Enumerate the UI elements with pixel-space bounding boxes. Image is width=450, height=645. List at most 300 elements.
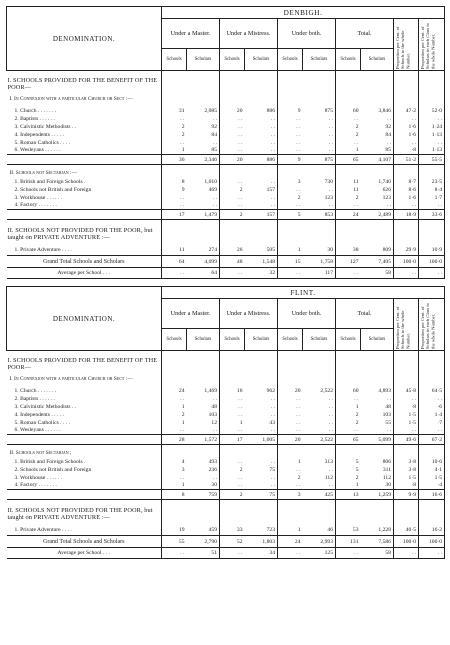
value-cell: ·6: [419, 403, 445, 411]
empty-cell: [245, 92, 278, 107]
scholars-header: Scholars: [187, 49, 220, 71]
value-cell: 1: [297, 247, 301, 254]
nonsect-row: [7, 466, 445, 474]
value-cell: 38: [352, 247, 359, 254]
row-label: [7, 210, 162, 220]
value-cell: 58: [361, 548, 394, 559]
value-cell: . .: [180, 550, 185, 556]
schools-header: Schools: [278, 329, 303, 351]
group-header: Total.: [336, 19, 394, 49]
value-cell: 2: [355, 474, 359, 481]
row-label: I. In Connexion with a particular Church or Sect :—: [7, 372, 162, 387]
empty-cell: [419, 223, 445, 246]
value-cell: . .: [245, 474, 278, 482]
value-cell: . .: [245, 139, 278, 147]
value-cell: . .: [238, 139, 243, 146]
value-cell: . .: [296, 186, 301, 193]
value-cell: 51: [187, 548, 220, 559]
connexion-row: [7, 139, 445, 147]
value-cell: 5: [278, 210, 303, 220]
average-row: [7, 548, 445, 559]
empty-cell: [394, 372, 419, 387]
value-cell: 157: [245, 210, 278, 220]
row-label: 2. Baptists . . . . . .: [7, 115, 162, 123]
empty-cell: [361, 76, 394, 92]
average-row: [7, 268, 445, 279]
value-cell: . .: [354, 550, 359, 556]
empty-cell: [394, 449, 419, 458]
value-cell: . .: [354, 395, 359, 402]
value-cell: 48: [361, 403, 394, 411]
value-cell: . .: [238, 403, 243, 410]
connexion-row: [7, 427, 445, 435]
value-cell: 8: [181, 178, 185, 185]
schools-header: Schools: [162, 49, 187, 71]
value-cell: 123: [303, 194, 336, 202]
empty-cell: [278, 169, 303, 178]
value-cell: 1: [355, 147, 359, 154]
value-cell: 1·13: [419, 147, 445, 155]
value-cell: 8: [162, 490, 187, 500]
empty-cell: [187, 223, 220, 246]
value-cell: . .: [180, 139, 185, 146]
value-cell: 53: [352, 527, 359, 534]
value-cell: 4,107: [361, 155, 394, 165]
scholars-header: Scholars: [187, 329, 220, 351]
row-label: 6. Wesleyans . . . . . .: [7, 427, 162, 435]
value-cell: 2: [181, 411, 185, 418]
value-cell: . .: [245, 411, 278, 419]
value-cell: 100·0: [419, 256, 445, 268]
scholars-header: Scholars: [361, 329, 394, 351]
row-label: 1. British and Foreign Schools .: [7, 458, 162, 466]
value-cell: . .: [394, 115, 419, 123]
county-title: FLINT.: [162, 287, 445, 299]
value-cell: 19: [178, 527, 185, 534]
row-label: 5. Roman Catholics . . . .: [7, 139, 162, 147]
value-cell: 3: [278, 490, 303, 500]
value-cell: 4,099: [187, 256, 220, 268]
value-cell: 236: [187, 466, 220, 474]
value-cell: . .: [238, 270, 243, 276]
value-cell: 85: [187, 147, 220, 155]
value-cell: 9·9: [394, 490, 419, 500]
row-label: 1. Private Adventure . . . .: [7, 246, 162, 256]
empty-cell: [187, 449, 220, 458]
schools-header: Schools: [336, 329, 361, 351]
value-cell: 46: [303, 526, 336, 536]
connexion-row: [7, 387, 445, 395]
value-cell: . .: [238, 550, 243, 556]
value-cell: 1: [181, 403, 185, 410]
value-cell: 2,522: [303, 435, 336, 445]
value-cell: 459: [187, 526, 220, 536]
value-cell: 4,893: [361, 387, 394, 395]
row-label: 3. Calvinistic Methodists . .: [7, 403, 162, 411]
value-cell: 2: [239, 466, 243, 473]
row-label: Average per School . . .: [7, 548, 162, 559]
empty-cell: [187, 76, 220, 92]
value-cell: 23·5: [419, 178, 445, 186]
nonsect-row: [7, 482, 445, 490]
value-cell: 2,790: [187, 536, 220, 548]
empty-cell: [419, 449, 445, 458]
value-cell: 1,010: [187, 178, 220, 186]
row-label: 4. Independents . . . . .: [7, 131, 162, 139]
row-label: [7, 490, 162, 500]
value-cell: 1·5: [394, 419, 419, 427]
empty-cell: [220, 356, 245, 372]
empty-cell: [245, 503, 278, 526]
schools-header: Schools: [220, 49, 245, 71]
empty-cell: [220, 76, 245, 92]
value-cell: . .: [296, 427, 301, 434]
value-cell: 12: [187, 419, 220, 427]
value-cell: 5: [355, 458, 359, 465]
section-separator: [7, 279, 445, 287]
value-cell: 64: [187, 268, 220, 279]
empty-cell: [336, 92, 361, 107]
value-cell: . .: [303, 403, 336, 411]
value-cell: . .: [245, 403, 278, 411]
value-cell: . .: [245, 194, 278, 202]
value-cell: . .: [419, 427, 445, 435]
value-cell: . .: [394, 139, 419, 147]
value-cell: . .: [303, 123, 336, 131]
nonsect-title-row: [7, 169, 445, 178]
row-label: 2. Baptists . . . . . .: [7, 395, 162, 403]
value-cell: 1·7: [419, 194, 445, 202]
value-cell: 1·4: [419, 411, 445, 419]
value-cell: 127: [336, 256, 361, 268]
empty-cell: [245, 356, 278, 372]
value-cell: . .: [245, 458, 278, 466]
county-header-row: [7, 287, 445, 299]
empty-cell: [220, 372, 245, 387]
row-label: 4. Factory . . . . . . .: [7, 202, 162, 210]
value-cell: 3,846: [361, 107, 394, 115]
empty-cell: [162, 449, 187, 458]
empty-cell: [303, 503, 336, 526]
value-cell: 64: [162, 256, 187, 268]
value-cell: . .: [238, 202, 243, 209]
row-label: [7, 155, 162, 165]
value-cell: . .: [238, 147, 243, 154]
grand-total-row: [7, 536, 445, 548]
empty-cell: [419, 76, 445, 92]
value-cell: 28: [162, 435, 187, 445]
nonsect-row: [7, 186, 445, 194]
value-cell: . .: [245, 115, 278, 123]
value-cell: 26: [236, 247, 243, 254]
empty-cell: [419, 372, 445, 387]
row-label: Average per School . . .: [7, 268, 162, 279]
value-cell: . .: [303, 466, 336, 474]
value-cell: 1,548: [245, 256, 278, 268]
group-header: Under a Mistress.: [220, 19, 278, 49]
value-cell: 425: [303, 490, 336, 500]
value-cell: 17: [162, 210, 187, 220]
value-cell: . .: [245, 427, 278, 435]
value-cell: . .: [419, 548, 445, 559]
row-label: 3. Calvinistic Methodists . .: [7, 123, 162, 131]
part2-title-row: [7, 503, 445, 526]
connexion-row: [7, 131, 445, 139]
empty-cell: [419, 169, 445, 178]
value-cell: . .: [361, 395, 394, 403]
value-cell: . .: [245, 395, 278, 403]
value-cell: 1: [181, 419, 185, 426]
value-cell: . .: [419, 139, 445, 147]
schools-header: Schools: [162, 329, 187, 351]
value-cell: . .: [361, 139, 394, 147]
empty-cell: [303, 372, 336, 387]
empty-cell: [336, 169, 361, 178]
value-cell: . .: [296, 115, 301, 122]
empty-cell: [361, 372, 394, 387]
value-cell: . .: [303, 419, 336, 427]
empty-cell: [220, 449, 245, 458]
prop-schools-header: [394, 19, 419, 71]
value-cell: 15: [278, 256, 303, 268]
value-cell: . .: [245, 178, 278, 186]
value-cell: 92: [187, 123, 220, 131]
empty-cell: [336, 356, 361, 372]
empty-cell: [336, 503, 361, 526]
empty-cell: [278, 92, 303, 107]
prop-scholars-header: [419, 19, 445, 71]
value-cell: . .: [296, 466, 301, 473]
value-cell: 886: [245, 155, 278, 165]
value-cell: . .: [187, 202, 220, 210]
value-cell: 34: [245, 548, 278, 559]
empty-cell: [162, 76, 187, 92]
value-cell: 1·13: [419, 131, 445, 139]
value-cell: . .: [303, 139, 336, 147]
value-cell: . .: [238, 395, 243, 402]
value-cell: . .: [180, 115, 185, 122]
value-cell: 1·5: [394, 411, 419, 419]
row-label: 3. Workhouse . . . . . .: [7, 474, 162, 482]
value-cell: . .: [180, 474, 185, 481]
empty-cell: [336, 223, 361, 246]
value-cell: 48: [220, 256, 245, 268]
value-cell: 853: [303, 210, 336, 220]
value-cell: 11: [353, 178, 359, 185]
value-cell: 55: [361, 419, 394, 427]
value-cell: 1: [355, 482, 359, 489]
empty-cell: [162, 372, 187, 387]
schools-header: Schools: [278, 49, 303, 71]
value-cell: . .: [296, 550, 301, 556]
row-label: 3. Workhouse . . . . . .: [7, 194, 162, 202]
row-label: 4. Factory . . . . . . .: [7, 482, 162, 490]
value-cell: 723: [245, 526, 278, 536]
empty-cell: [361, 223, 394, 246]
value-cell: . .: [296, 123, 301, 130]
value-cell: 49·6: [394, 435, 419, 445]
value-cell: . .: [187, 115, 220, 123]
value-cell: . .: [354, 427, 359, 434]
part1-title-row: [7, 76, 445, 92]
value-cell: . .: [187, 427, 220, 435]
scholars-header: Scholars: [245, 49, 278, 71]
empty-cell: [278, 503, 303, 526]
value-cell: 103: [187, 411, 220, 419]
value-cell: . .: [303, 115, 336, 123]
empty-cell: [278, 223, 303, 246]
value-cell: 1·24: [419, 123, 445, 131]
denomination-header: DENOMINATION.: [7, 7, 162, 71]
empty-cell: [394, 169, 419, 178]
value-cell: . .: [180, 427, 185, 434]
part2-title-row: [7, 223, 445, 246]
empty-cell: [303, 76, 336, 92]
value-cell: . .: [296, 131, 301, 138]
empty-cell: [394, 76, 419, 92]
value-cell: 2: [355, 419, 359, 426]
value-cell: 1·5: [394, 474, 419, 482]
value-cell: 10·6: [419, 458, 445, 466]
value-cell: 33: [236, 527, 243, 534]
value-cell: 3·8: [394, 458, 419, 466]
value-cell: 20: [220, 155, 245, 165]
value-cell: 875: [303, 155, 336, 165]
value-cell: 58: [361, 268, 394, 279]
value-cell: 2: [181, 123, 185, 130]
connexion-total-row: [7, 155, 445, 165]
private-row: [7, 526, 445, 536]
row-label: I. SCHOOLS PROVIDED FOR THE BENEFIT OF THE POOR—: [7, 76, 162, 92]
value-cell: 30: [361, 482, 394, 490]
value-cell: . .: [238, 411, 243, 418]
empty-cell: [361, 503, 394, 526]
value-cell: ·4: [419, 482, 445, 490]
value-cell: 67·2: [419, 435, 445, 445]
value-cell: 65: [336, 435, 361, 445]
value-cell: 1,740: [361, 178, 394, 186]
row-label: 5. Roman Catholics . . . .: [7, 419, 162, 427]
value-cell: 493: [187, 458, 220, 466]
nonsect-total-row: [7, 490, 445, 500]
value-cell: ·7: [419, 419, 445, 427]
value-cell: 16·2: [419, 526, 445, 536]
value-cell: . .: [245, 202, 278, 210]
row-label: Grand Total Schools and Scholars: [7, 256, 162, 268]
value-cell: 311: [361, 466, 394, 474]
group-header: Under both.: [278, 299, 336, 329]
value-cell: 33·6: [419, 210, 445, 220]
empty-cell: [162, 503, 187, 526]
empty-cell: [419, 92, 445, 107]
value-cell: . .: [303, 202, 336, 210]
value-cell: 875: [303, 107, 336, 115]
value-cell: 1: [181, 147, 185, 154]
value-cell: . .: [419, 202, 445, 210]
value-cell: 730: [303, 178, 336, 186]
value-cell: . .: [245, 147, 278, 155]
value-cell: 51·2: [394, 155, 419, 165]
value-cell: . .: [296, 411, 301, 418]
empty-cell: [245, 449, 278, 458]
value-cell: 1·6: [394, 131, 419, 139]
value-cell: 274: [187, 246, 220, 256]
value-cell: 886: [245, 107, 278, 115]
value-cell: . .: [296, 147, 301, 154]
scholars-header: Scholars: [303, 49, 336, 71]
row-label: [7, 435, 162, 445]
value-cell: 117: [303, 268, 336, 279]
value-cell: . .: [238, 427, 243, 434]
value-cell: 157: [245, 186, 278, 194]
connexion-row: [7, 411, 445, 419]
value-cell: 2,522: [303, 387, 336, 395]
value-cell: 962: [245, 387, 278, 395]
empty-cell: [303, 169, 336, 178]
row-label: 2. Schools not British and Foreign: [7, 466, 162, 474]
row-label: 6. Wesleyans . . . . . .: [7, 147, 162, 155]
grand-total-row: [7, 256, 445, 268]
value-cell: 100·0: [394, 256, 419, 268]
connexion-row: [7, 419, 445, 427]
value-cell: 759: [187, 490, 220, 500]
value-cell: . .: [187, 474, 220, 482]
empty-cell: [220, 223, 245, 246]
value-cell: 64·5: [419, 387, 445, 395]
value-cell: . .: [354, 270, 359, 276]
prop-schools-text: Proportion per Cent. of Schools to the whole Number.: [395, 26, 411, 69]
value-cell: 36: [162, 155, 187, 165]
empty-cell: [187, 356, 220, 372]
nonsect-row: [7, 194, 445, 202]
value-cell: 60: [352, 387, 359, 394]
value-cell: 3·8: [394, 466, 419, 474]
row-label: II. SCHOOLS NOT PROVIDED FOR THE POOR, but taught on PRIVATE ADVENTURE :—: [7, 223, 162, 246]
empty-cell: [394, 92, 419, 107]
row-label: I. SCHOOLS PROVIDED FOR THE BENEFIT OF THE POOR—: [7, 356, 162, 372]
group-header: Under both.: [278, 19, 336, 49]
value-cell: 5: [355, 466, 359, 473]
value-cell: . .: [245, 482, 278, 490]
empty-cell: [187, 503, 220, 526]
denomination-header: DENOMINATION.: [7, 287, 162, 351]
value-cell: . .: [361, 202, 394, 210]
value-cell: 112: [303, 474, 336, 482]
value-cell: 469: [187, 186, 220, 194]
value-cell: 806: [361, 458, 394, 466]
statistics-page: [6, 6, 444, 633]
value-cell: 100·0: [419, 536, 445, 548]
empty-cell: [303, 356, 336, 372]
value-cell: ·8: [394, 403, 419, 411]
connexion-row: [7, 147, 445, 155]
value-cell: 2: [355, 131, 359, 138]
scholars-header: Scholars: [361, 49, 394, 71]
value-cell: 313: [303, 458, 336, 466]
empty-cell: [303, 449, 336, 458]
empty-cell: [361, 449, 394, 458]
prop-schools-text: Proportion per Cent. of Schools to the whole Number.: [395, 306, 411, 349]
value-cell: 52: [220, 536, 245, 548]
value-cell: 505: [245, 246, 278, 256]
value-cell: 65: [336, 155, 361, 165]
value-cell: . .: [187, 194, 220, 202]
value-cell: 16: [236, 387, 243, 394]
empty-cell: [162, 356, 187, 372]
nonsect-title-row: [7, 449, 445, 458]
empty-cell: [336, 76, 361, 92]
empty-cell: [394, 356, 419, 372]
